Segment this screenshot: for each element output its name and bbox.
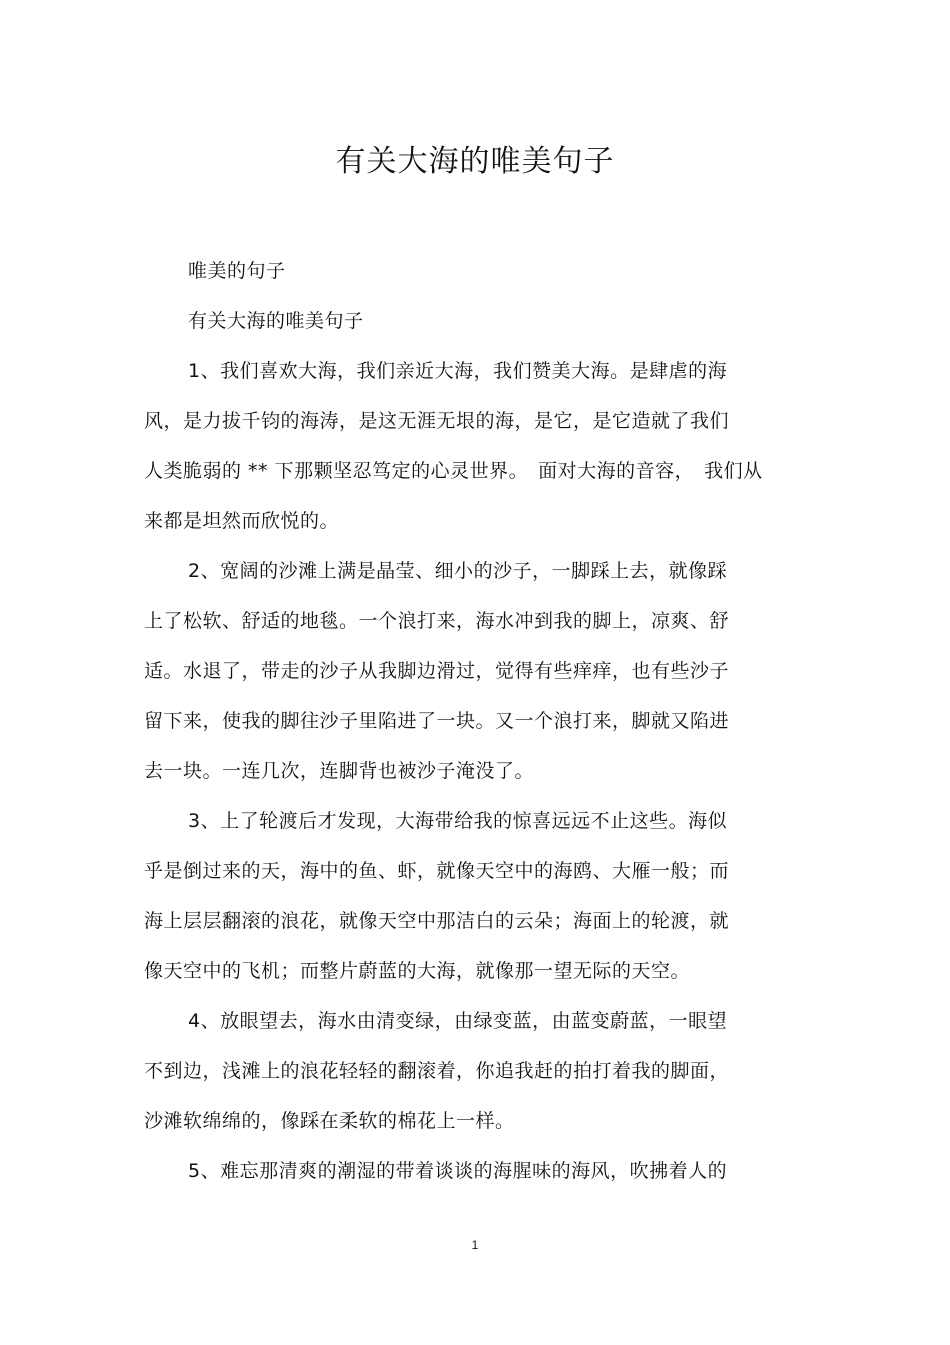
paragraph-2-line: 留下来，使我的脚往沙子里陷进了一块。又一个浪打来，脚就又陷进 xyxy=(144,710,730,732)
paragraph-4-line: 4、放眼望去，海水由清变绿，由绿变蓝，由蓝变蔚蓝，一眼望 xyxy=(188,1010,728,1032)
paragraph-3-line: 像天空中的飞机；而整片蔚蓝的大海，就像那一望无际的天空。 xyxy=(144,960,691,982)
document-title: 有关大海的唯美句子 xyxy=(335,144,615,179)
paragraph-1-line: 来都是坦然而欣悦的。 xyxy=(144,510,340,532)
paragraph-2-line: 上了松软、舒适的地毯。一个浪打来，海水冲到我的脚上，凉爽、舒 xyxy=(144,610,730,632)
paragraph-3-line: 乎是倒过来的天，海中的鱼、虾，就像天空中的海鸥、大雁一般；而 xyxy=(144,860,730,882)
document-body xyxy=(144,256,774,1186)
subtitle-line: 唯美的句子 xyxy=(188,260,286,282)
paragraph-1-line: 1、我们喜欢大海，我们亲近大海，我们赞美大海。是肆虐的海 xyxy=(188,360,728,382)
paragraph-1-line: 风，是力拔千钧的海涛，是这无涯无垠的海，是它，是它造就了我们 xyxy=(144,410,730,432)
paragraph-3-line: 3、上了轮渡后才发现，大海带给我的惊喜远远不止这些。海似 xyxy=(188,810,728,832)
page-number: 1 xyxy=(471,1238,479,1252)
paragraph-4-line: 沙滩软绵绵的，像踩在柔软的棉花上一样。 xyxy=(144,1110,515,1132)
subtitle-line: 有关大海的唯美句子 xyxy=(188,310,364,332)
paragraph-5-line: 5、难忘那清爽的潮湿的带着谈谈的海腥味的海风，吹拂着人的 xyxy=(188,1160,728,1182)
paragraph-3-line: 海上层层翻滚的浪花，就像天空中那洁白的云朵；海面上的轮渡，就 xyxy=(144,910,730,932)
paragraph-1-line: 人类脆弱的 ** 下那颗坚忍笃定的心灵世界。 面对大海的音容， 我们从 xyxy=(144,460,763,482)
paragraph-4-line: 不到边，浅滩上的浪花轻轻的翻滚着，你追我赶的拍打着我的脚面， xyxy=(144,1060,730,1082)
paragraph-2-line: 2、宽阔的沙滩上满是晶莹、细小的沙子，一脚踩上去，就像踩 xyxy=(188,560,728,582)
paragraph-2-line: 适。水退了，带走的沙子从我脚边滑过，觉得有些痒痒，也有些沙子 xyxy=(144,660,730,682)
paragraph-2-line: 去一块。一连几次，连脚背也被沙子淹没了。 xyxy=(144,760,535,782)
